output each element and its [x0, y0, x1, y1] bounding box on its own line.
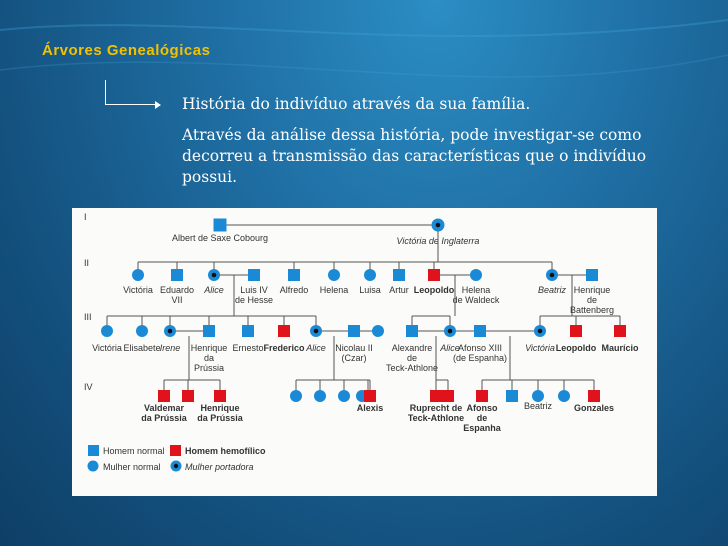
person-label: Irene [159, 343, 181, 353]
generation-label: IV [84, 382, 93, 392]
person-label: de [476, 413, 488, 423]
affected-male-symbol [364, 390, 376, 402]
bracket-arrow [105, 80, 158, 105]
generation-label: II [84, 258, 90, 268]
affected-male-symbol [182, 390, 194, 402]
normal-female-symbol [136, 325, 148, 337]
person-label: Afonso XIII [457, 343, 503, 353]
normal-female-symbol [290, 390, 302, 402]
carrier-dot [448, 329, 453, 334]
pedigree-chart [72, 208, 657, 496]
person-label: Alice [306, 343, 326, 353]
person-label: Elisabete [123, 343, 161, 353]
carrier-dot [168, 329, 173, 334]
person-label: Henrique [573, 285, 611, 295]
person-label: da Prússia [197, 413, 243, 423]
normal-male-symbol [288, 269, 300, 281]
carrier-dot [314, 329, 319, 334]
affected-male-symbol [588, 390, 600, 402]
normal-female-symbol [314, 390, 326, 402]
person-label: VII [171, 295, 183, 305]
legend-normal-male: Homem normal [103, 446, 165, 456]
person-label: Ernesto [232, 343, 264, 353]
normal-male-symbol [393, 269, 405, 281]
normal-female-symbol [372, 325, 384, 337]
normal-female-symbol [101, 325, 113, 337]
person-label: Frederico [263, 343, 305, 353]
person-label: Victória [92, 343, 122, 353]
affected-male-symbol [158, 390, 170, 402]
affected-male-symbol [430, 390, 442, 402]
generation-label: I [84, 212, 87, 222]
person-label: Maurício [601, 343, 639, 353]
person-label: Alice [204, 285, 224, 295]
affected-male-symbol [570, 325, 582, 337]
person-label: (de Espanha) [452, 353, 508, 363]
affected-male-symbol [170, 445, 181, 456]
affected-male-symbol [214, 390, 226, 402]
normal-female-symbol [558, 390, 570, 402]
person-label: da [203, 353, 215, 363]
normal-male-symbol [242, 325, 254, 337]
legend-normal-female: Mulher normal [103, 462, 161, 472]
carrier-dot [538, 329, 543, 334]
person-label: Valdemar [143, 403, 185, 413]
person-label: da Prússia [141, 413, 187, 423]
normal-female-symbol [338, 390, 350, 402]
person-label: Henrique [190, 343, 228, 353]
person-label: Victória de Inglaterra [396, 236, 480, 246]
person-label: Gonzales [573, 403, 615, 413]
person-label: Albert de Saxe Cobourg [171, 233, 269, 243]
person-label: Espanha [463, 423, 501, 433]
person-label: Helena [319, 285, 349, 295]
person-label: de Hesse [234, 295, 274, 305]
person-label: Beatriz [523, 401, 553, 411]
person-label: Nicolau II [335, 343, 373, 353]
slide-title: Árvores Genealógicas [42, 42, 211, 59]
person-label: Alexandre [391, 343, 433, 353]
slide-line-2: Através da análise dessa história, pode investigar-se como decorreu a transmissão das características que o indivíduo possui. [182, 126, 647, 186]
carrier-dot [174, 464, 178, 468]
normal-male-symbol [474, 325, 486, 337]
person-label: Leopoldo [413, 285, 455, 295]
affected-male-symbol [278, 325, 290, 337]
person-label: Afonso [466, 403, 498, 413]
carrier-dot [212, 273, 217, 278]
person-label: Victória [525, 343, 555, 353]
person-label: Luis IV [240, 285, 268, 295]
person-label: de [586, 295, 598, 305]
person-label: Alfredo [279, 285, 309, 295]
affected-male-symbol [442, 390, 454, 402]
normal-male-symbol [214, 219, 227, 232]
person-label: Teck-Athlone [385, 363, 439, 373]
normal-female-symbol [88, 461, 99, 472]
carrier-dot [550, 273, 555, 278]
person-label: Ruprecht de [409, 403, 463, 413]
person-label: Alice [440, 343, 460, 353]
affected-male-symbol [476, 390, 488, 402]
normal-female-symbol [470, 269, 482, 281]
person-label: Henrique [200, 403, 240, 413]
normal-male-symbol [348, 325, 360, 337]
normal-male-symbol [506, 390, 518, 402]
slide-line-1: História do indivíduo através da sua família. [182, 95, 531, 113]
normal-female-symbol [132, 269, 144, 281]
legend-affected-male: Homem hemofílico [185, 446, 266, 456]
person-label: Leopoldo [555, 343, 597, 353]
person-label: de Waldeck [452, 295, 500, 305]
affected-male-symbol [428, 269, 440, 281]
person-label: Artur [389, 285, 409, 295]
person-label: Luisa [359, 285, 381, 295]
normal-male-symbol [406, 325, 418, 337]
person-label: (Czar) [341, 353, 367, 363]
person-label: Teck-Athlone [407, 413, 465, 423]
normal-male-symbol [248, 269, 260, 281]
legend-carrier-female: Mulher portadora [185, 462, 254, 472]
affected-male-symbol [614, 325, 626, 337]
person-label: Helena [461, 285, 491, 295]
normal-male-symbol [171, 269, 183, 281]
person-label: Alexis [356, 403, 384, 413]
person-label: de [406, 353, 418, 363]
person-label: Victória [123, 285, 153, 295]
normal-male-symbol [88, 445, 99, 456]
pedigree-panel [72, 208, 657, 496]
person-label: Battenberg [569, 305, 615, 315]
normal-male-symbol [586, 269, 598, 281]
normal-female-symbol [328, 269, 340, 281]
normal-female-symbol [364, 269, 376, 281]
person-label: Prússia [193, 363, 225, 373]
carrier-dot [436, 223, 441, 228]
person-label: Eduardo [159, 285, 195, 295]
person-label: Beatriz [537, 285, 567, 295]
generation-label: III [84, 312, 92, 322]
normal-male-symbol [203, 325, 215, 337]
